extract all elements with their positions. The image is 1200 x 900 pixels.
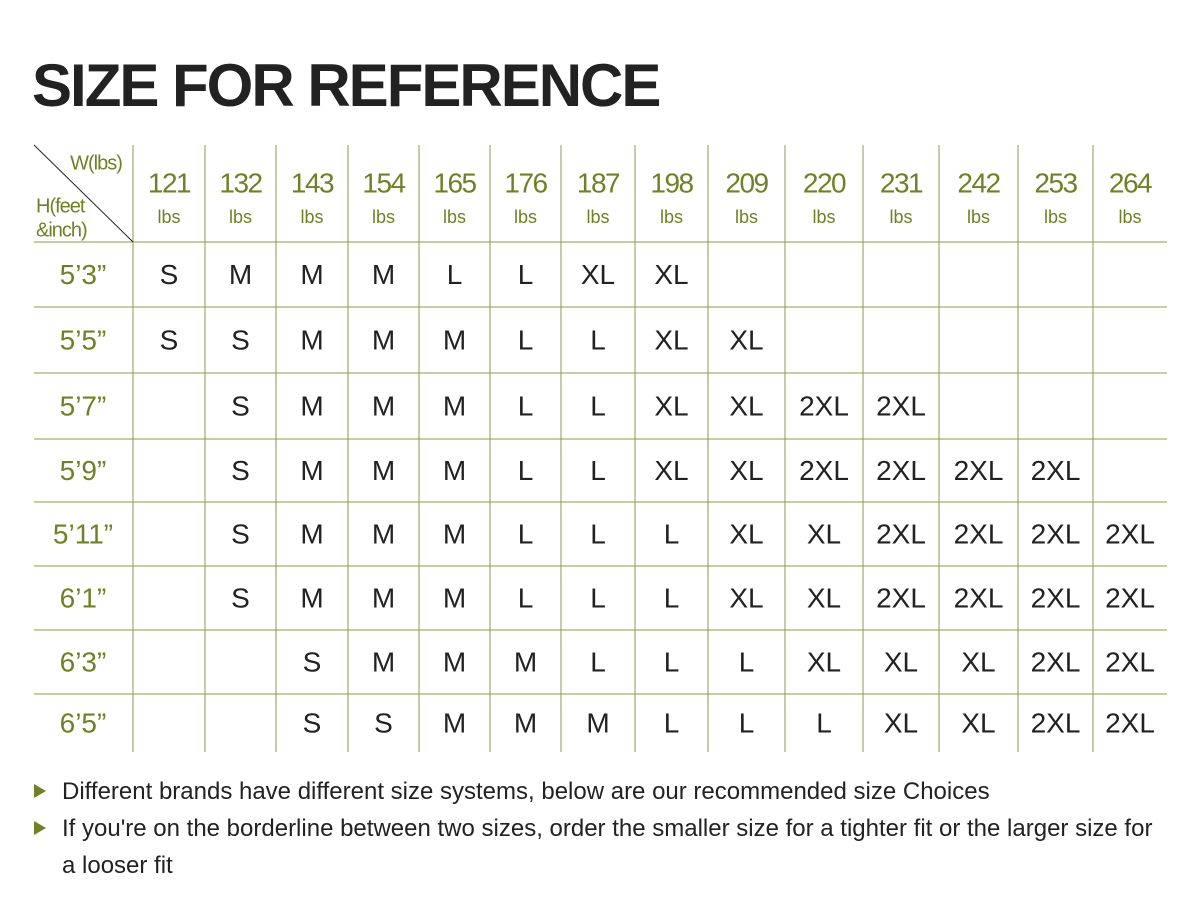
weight-unit-label: lbs [442, 206, 467, 227]
size-cell: L [590, 390, 606, 422]
weight-header: 253 [1034, 167, 1077, 199]
size-cell: XL [806, 518, 842, 550]
size-cell: 2XL [1030, 454, 1081, 486]
note-text: Different brands have different size systems, below are our recommended size Choices [62, 778, 990, 805]
size-cell: L [816, 707, 832, 739]
size-cell: XL [961, 707, 996, 739]
size-cell: L [517, 324, 534, 356]
size-cell: M [300, 390, 324, 422]
size-cell: 2XL [876, 454, 926, 486]
size-cell: L [517, 582, 534, 614]
weight-unit-label: lbs [734, 206, 759, 227]
size-cell: L [663, 582, 680, 614]
size-cell: M [442, 454, 467, 486]
size-cell: XL [654, 390, 689, 422]
size-cell: S [231, 518, 250, 550]
weight-header: 121 [147, 167, 191, 199]
height-row-label: 5’9” [59, 454, 107, 486]
size-cell: XL [654, 258, 689, 290]
size-cell: L [517, 518, 534, 550]
size-cell: 2XL [799, 454, 849, 486]
size-cell: M [513, 707, 538, 739]
size-cell: M [371, 324, 396, 356]
size-cell: S [231, 454, 250, 486]
weight-unit-label: lbs [659, 206, 684, 227]
size-cell: M [513, 646, 538, 678]
size-cell: M [371, 454, 396, 486]
size-cell: XL [729, 518, 764, 550]
size-cell: XL [883, 707, 919, 739]
size-cell: XL [806, 582, 842, 614]
weight-unit-label: lbs [157, 206, 181, 227]
size-cell: S [231, 390, 250, 422]
size-cell: M [371, 518, 396, 550]
size-cell: XL [729, 454, 764, 486]
weight-unit-label: lbs [966, 206, 991, 227]
size-cell: 2XL [1030, 646, 1081, 678]
size-cell: S [231, 324, 250, 356]
size-cell: L [663, 707, 680, 739]
size-cell: L [590, 582, 606, 614]
size-cell: 2XL [799, 390, 849, 422]
size-cell: XL [654, 454, 689, 486]
size-cell: L [517, 390, 534, 422]
size-cell: M [442, 518, 467, 550]
weight-header: 176 [504, 167, 547, 199]
size-cell: M [300, 258, 324, 290]
size-cell: L [446, 258, 463, 290]
size-cell: S [374, 707, 393, 739]
weight-header: 209 [725, 167, 768, 199]
size-cell: S [302, 707, 322, 739]
size-cell: 2XL [1105, 646, 1155, 678]
size-cell: L [590, 454, 606, 486]
weight-unit-label: lbs [1118, 206, 1142, 227]
height-row-label: 5’11” [52, 518, 114, 550]
size-cell: M [442, 324, 467, 356]
size-cell: 2XL [953, 582, 1004, 614]
size-cell: 2XL [876, 390, 926, 422]
size-cell: 2XL [953, 518, 1004, 550]
note-item [32, 773, 1172, 810]
size-cell: M [371, 646, 396, 678]
weight-header: 198 [650, 167, 693, 199]
height-row-label: 5’7” [59, 390, 107, 422]
weight-header: 187 [576, 167, 620, 199]
size-cell: XL [806, 646, 842, 678]
size-cell: XL [729, 324, 764, 356]
notes-list [32, 773, 1172, 884]
size-cell: M [442, 582, 467, 614]
height-row-label: 6’1” [59, 582, 107, 614]
corner-height-label: H(feet [36, 195, 85, 218]
weight-header: 132 [219, 167, 262, 199]
weight-header: 220 [802, 167, 846, 199]
size-cell: 2XL [1105, 518, 1155, 550]
size-cell: S [159, 324, 179, 356]
size-cell: S [302, 646, 322, 678]
weight-header: 165 [433, 167, 476, 199]
size-cell: M [442, 390, 467, 422]
size-cell: 2XL [1030, 707, 1081, 739]
weight-header: 143 [290, 167, 334, 199]
height-row-label: 6’3” [59, 646, 107, 678]
size-cell: L [663, 518, 680, 550]
size-cell: S [159, 258, 179, 290]
weight-unit-label: lbs [228, 206, 253, 227]
size-cell: L [663, 646, 680, 678]
corner-weight-label: W(lbs) [70, 152, 122, 175]
triangle-bullet-icon [34, 821, 46, 835]
size-cell: M [371, 390, 396, 422]
size-cell: M [300, 324, 324, 356]
size-cell: XL [654, 324, 689, 356]
size-cell: 2XL [1030, 582, 1081, 614]
size-cell: M [442, 707, 467, 739]
size-cell: L [738, 707, 755, 739]
weight-header: 231 [879, 167, 923, 199]
size-cell: XL [883, 646, 919, 678]
size-cell: XL [729, 390, 764, 422]
weight-unit-label: lbs [889, 206, 913, 227]
size-cell: L [590, 646, 606, 678]
size-cell: L [590, 518, 606, 550]
size-cell: 2XL [876, 518, 926, 550]
weight-unit-label: lbs [513, 206, 538, 227]
size-cell: M [442, 646, 467, 678]
note-item [32, 810, 1172, 884]
weight-unit-label: lbs [812, 206, 836, 227]
triangle-bullet-icon [34, 784, 46, 798]
size-cell: L [517, 258, 534, 290]
weight-header: 264 [1108, 167, 1152, 199]
size-cell: M [586, 707, 610, 739]
height-row-label: 5’5” [59, 324, 107, 356]
note-text: If you're on the borderline between two sizes, order the smaller size for a tighter fit or the larger size for a looser fit [62, 815, 1153, 879]
size-cell: M [228, 258, 253, 290]
weight-unit-label: lbs [586, 206, 610, 227]
weight-header: 154 [362, 167, 405, 199]
size-cell: M [371, 582, 396, 614]
size-cell: 2XL [1105, 582, 1155, 614]
size-cell: 2XL [876, 582, 926, 614]
size-cell: L [517, 454, 534, 486]
size-cell: XL [729, 582, 764, 614]
height-row-label: 6’5” [59, 707, 107, 739]
size-cell: XL [580, 258, 616, 290]
size-cell: L [738, 646, 755, 678]
size-cell: 2XL [1030, 518, 1081, 550]
size-cell: XL [961, 646, 996, 678]
weight-unit-label: lbs [300, 206, 324, 227]
size-cell: M [300, 582, 324, 614]
size-cell: S [231, 582, 250, 614]
corner-height-label: &inch) [36, 219, 87, 242]
size-cell: 2XL [1105, 707, 1155, 739]
weight-header: 242 [957, 167, 1000, 199]
page-title: SIZE FOR REFERENCE [32, 52, 660, 119]
size-cell: L [590, 324, 606, 356]
size-cell: 2XL [953, 454, 1004, 486]
size-cell: M [300, 454, 324, 486]
weight-unit-label: lbs [1043, 206, 1068, 227]
weight-unit-label: lbs [371, 206, 396, 227]
size-cell: M [300, 518, 324, 550]
size-cell: M [371, 258, 396, 290]
height-row-label: 5’3” [59, 258, 107, 290]
